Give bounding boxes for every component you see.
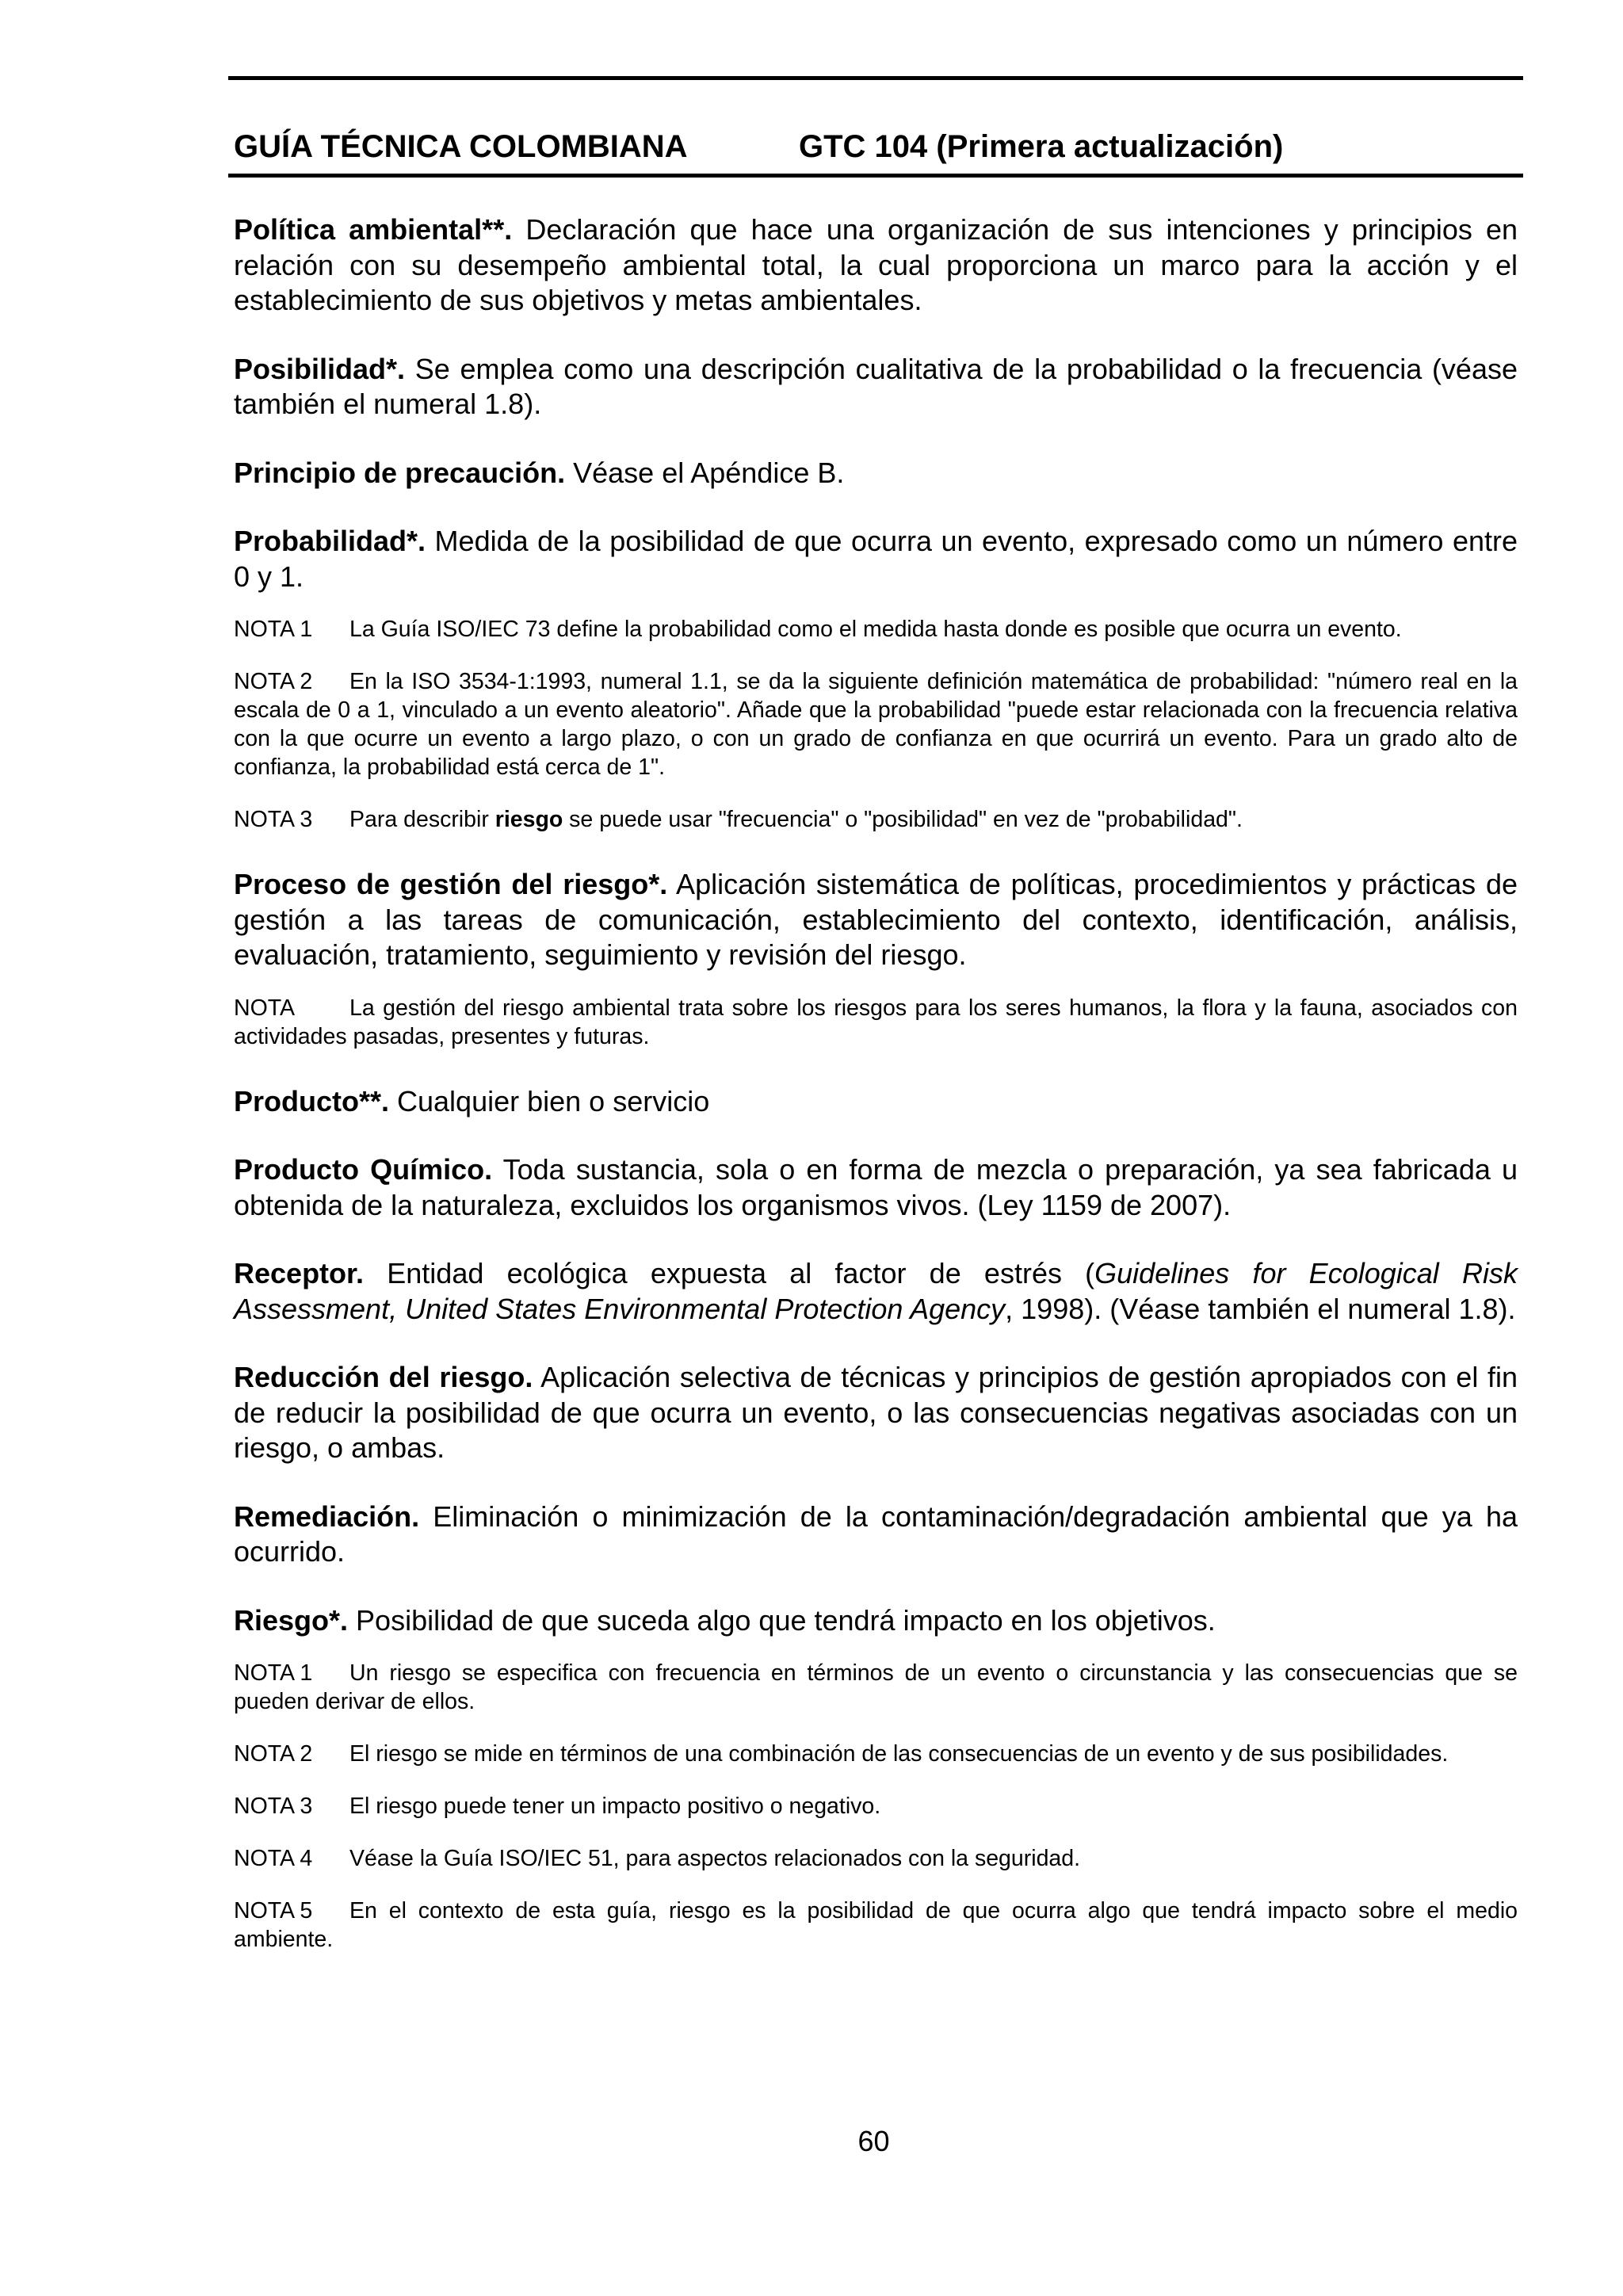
entry-principio-precaucion bbox=[234, 456, 1518, 491]
note-text: El riesgo puede tener un impacto positivo o negativo. bbox=[349, 1794, 881, 1819]
note-text: La Guía ISO/IEC 73 define la probabilidad como el medida hasta donde es posible que ocurra un evento. bbox=[349, 617, 1402, 642]
term: Política ambiental**. bbox=[234, 213, 513, 246]
note-riesgo-1 bbox=[234, 1659, 1518, 1716]
definition: Aplicación selectiva de técnicas y principios de gestión apropiados con el fin de reducir la posibilidad de que ocurra un evento, o las consecuencias negativas asociadas con un riesgo, o ambas. bbox=[234, 1361, 1518, 1464]
entry-posibilidad bbox=[234, 352, 1518, 422]
entry-riesgo bbox=[234, 1603, 1518, 1639]
term: Producto**. bbox=[234, 1084, 390, 1117]
note-label: NOTA bbox=[234, 995, 296, 1021]
term: Remediación. bbox=[234, 1499, 420, 1533]
note-text-pre: Para describir bbox=[349, 807, 495, 832]
note-text: En el contexto de esta guía, riesgo es la posibilidad de que ocurra algo que tendrá impacto sobre el medio ambiente. bbox=[234, 1898, 1518, 1952]
definition: Eliminación o minimización de la contaminación/degradación ambiental que ya ha ocurrido. bbox=[234, 1499, 1518, 1568]
note-label: NOTA 2 bbox=[234, 669, 313, 694]
term: Probabilidad*. bbox=[234, 525, 426, 557]
note-riesgo-2 bbox=[234, 1740, 1518, 1768]
definition: Medida de la posibilidad de que ocurra un evento, expresado como un número entre 0 y 1. bbox=[234, 525, 1518, 593]
header-guide-title: GUÍA TÉCNICA COLOMBIANA bbox=[234, 129, 688, 164]
note-bold-term: riesgo bbox=[495, 807, 563, 832]
definition: Posibilidad de que suceda algo que tendrá impacto en los objetivos. bbox=[348, 1603, 1216, 1637]
definition: Cualquier bien o servicio bbox=[389, 1084, 710, 1117]
note-text: La gestión del riesgo ambiental trata sobre los riesgos para los seres humanos, la flora y la fauna, asociados con actividades pasadas, presentes y futuras. bbox=[234, 995, 1518, 1049]
entry-probabilidad bbox=[234, 524, 1518, 594]
term: Reducción del riesgo. bbox=[234, 1361, 533, 1393]
note-riesgo-3 bbox=[234, 1792, 1518, 1820]
note-label: NOTA 3 bbox=[234, 807, 313, 832]
term: Producto Químico. bbox=[234, 1153, 493, 1186]
definition-post: , 1998). (Véase también el numeral 1.8). bbox=[1005, 1292, 1516, 1325]
entry-producto bbox=[234, 1084, 1518, 1120]
note-label: NOTA 4 bbox=[234, 1846, 313, 1871]
entry-producto-quimico bbox=[234, 1152, 1518, 1223]
note-proceso bbox=[234, 994, 1518, 1051]
note-riesgo-5 bbox=[234, 1897, 1518, 1954]
page-content bbox=[234, 212, 1518, 1977]
note-label: NOTA 5 bbox=[234, 1898, 313, 1924]
note-probabilidad-3 bbox=[234, 805, 1518, 834]
entry-receptor bbox=[234, 1256, 1518, 1327]
note-probabilidad-2 bbox=[234, 667, 1518, 781]
entry-proceso-gestion-riesgo bbox=[234, 867, 1518, 973]
term: Proceso de gestión del riesgo*. bbox=[234, 868, 668, 900]
note-text: En la ISO 3534-1:1993, numeral 1.1, se da la siguiente definición matemática de probabilidad: "número real en la escala de 0 a 1, vinculado a un evento aleatorio". Añade que la probabilidad "puede estar relacionada con la frecuencia relativa con la que ocurre un evento a largo plazo, o con un grado de confianza en que ocurrirá un evento. Para un grado alto de confianza, la probabilidad está cerca de 1". bbox=[234, 669, 1518, 780]
note-text: El riesgo se mide en términos de una combinación de las consecuencias de un evento y de sus posibilidades. bbox=[349, 1741, 1449, 1767]
note-label: NOTA 1 bbox=[234, 1660, 313, 1686]
term: Principio de precaución. bbox=[234, 456, 566, 489]
definition-pre: Entidad ecológica expuesta al factor de estrés ( bbox=[364, 1257, 1095, 1289]
header-bottom-rule bbox=[228, 174, 1523, 178]
entry-reduccion-riesgo bbox=[234, 1360, 1518, 1466]
definition: Aplicación sistemática de políticas, procedimientos y prácticas de gestión a las tareas de comunicación, establecimiento del contexto, identificación, análisis, evaluación, tratamiento, seguimiento y revisión del riesgo. bbox=[234, 868, 1518, 971]
header-document-code: GTC 104 (Primera actualización) bbox=[799, 129, 1284, 164]
note-label: NOTA 3 bbox=[234, 1794, 313, 1819]
entry-remediacion bbox=[234, 1499, 1518, 1570]
note-label: NOTA 1 bbox=[234, 617, 313, 642]
page-number: 60 bbox=[857, 2125, 890, 2157]
header-top-rule bbox=[228, 76, 1523, 80]
note-label: NOTA 2 bbox=[234, 1741, 313, 1767]
definition: Se emplea como una descripción cualitativa de la probabilidad o la frecuencia (véase también el numeral 1.8). bbox=[234, 352, 1518, 420]
term: Riesgo*. bbox=[234, 1603, 349, 1637]
note-riesgo-4 bbox=[234, 1844, 1518, 1873]
term: Posibilidad*. bbox=[234, 352, 406, 385]
definition: Toda sustancia, sola o en forma de mezcla o preparación, ya sea fabricada u obtenida de la naturaleza, excluidos los organismos vivos. (Ley 1159 de 2007). bbox=[234, 1153, 1518, 1221]
note-text: Véase la Guía ISO/IEC 51, para aspectos relacionados con la seguridad. bbox=[349, 1846, 1081, 1871]
reference-title: Guidelines for Ecological Risk Assessment, United States Environmental Protection Agency bbox=[234, 1257, 1518, 1325]
term: Receptor. bbox=[234, 1257, 365, 1289]
definition: Declaración que hace una organización de sus intenciones y principios en relación con su desempeño ambiental total, la cual proporciona un marco para la acción y el establecimiento de sus objetivos y metas ambientales. bbox=[234, 213, 1518, 316]
entry-politica-ambiental bbox=[234, 212, 1518, 319]
note-probabilidad-1 bbox=[234, 615, 1518, 644]
note-text-post: se puede usar "frecuencia" o "posibilidad" en vez de "probabilidad". bbox=[563, 807, 1243, 832]
definition: Véase el Apéndice B. bbox=[565, 456, 845, 489]
note-text: Un riesgo se especifica con frecuencia en términos de un evento o circunstancia y las consecuencias que se pueden derivar de ellos. bbox=[234, 1660, 1518, 1714]
